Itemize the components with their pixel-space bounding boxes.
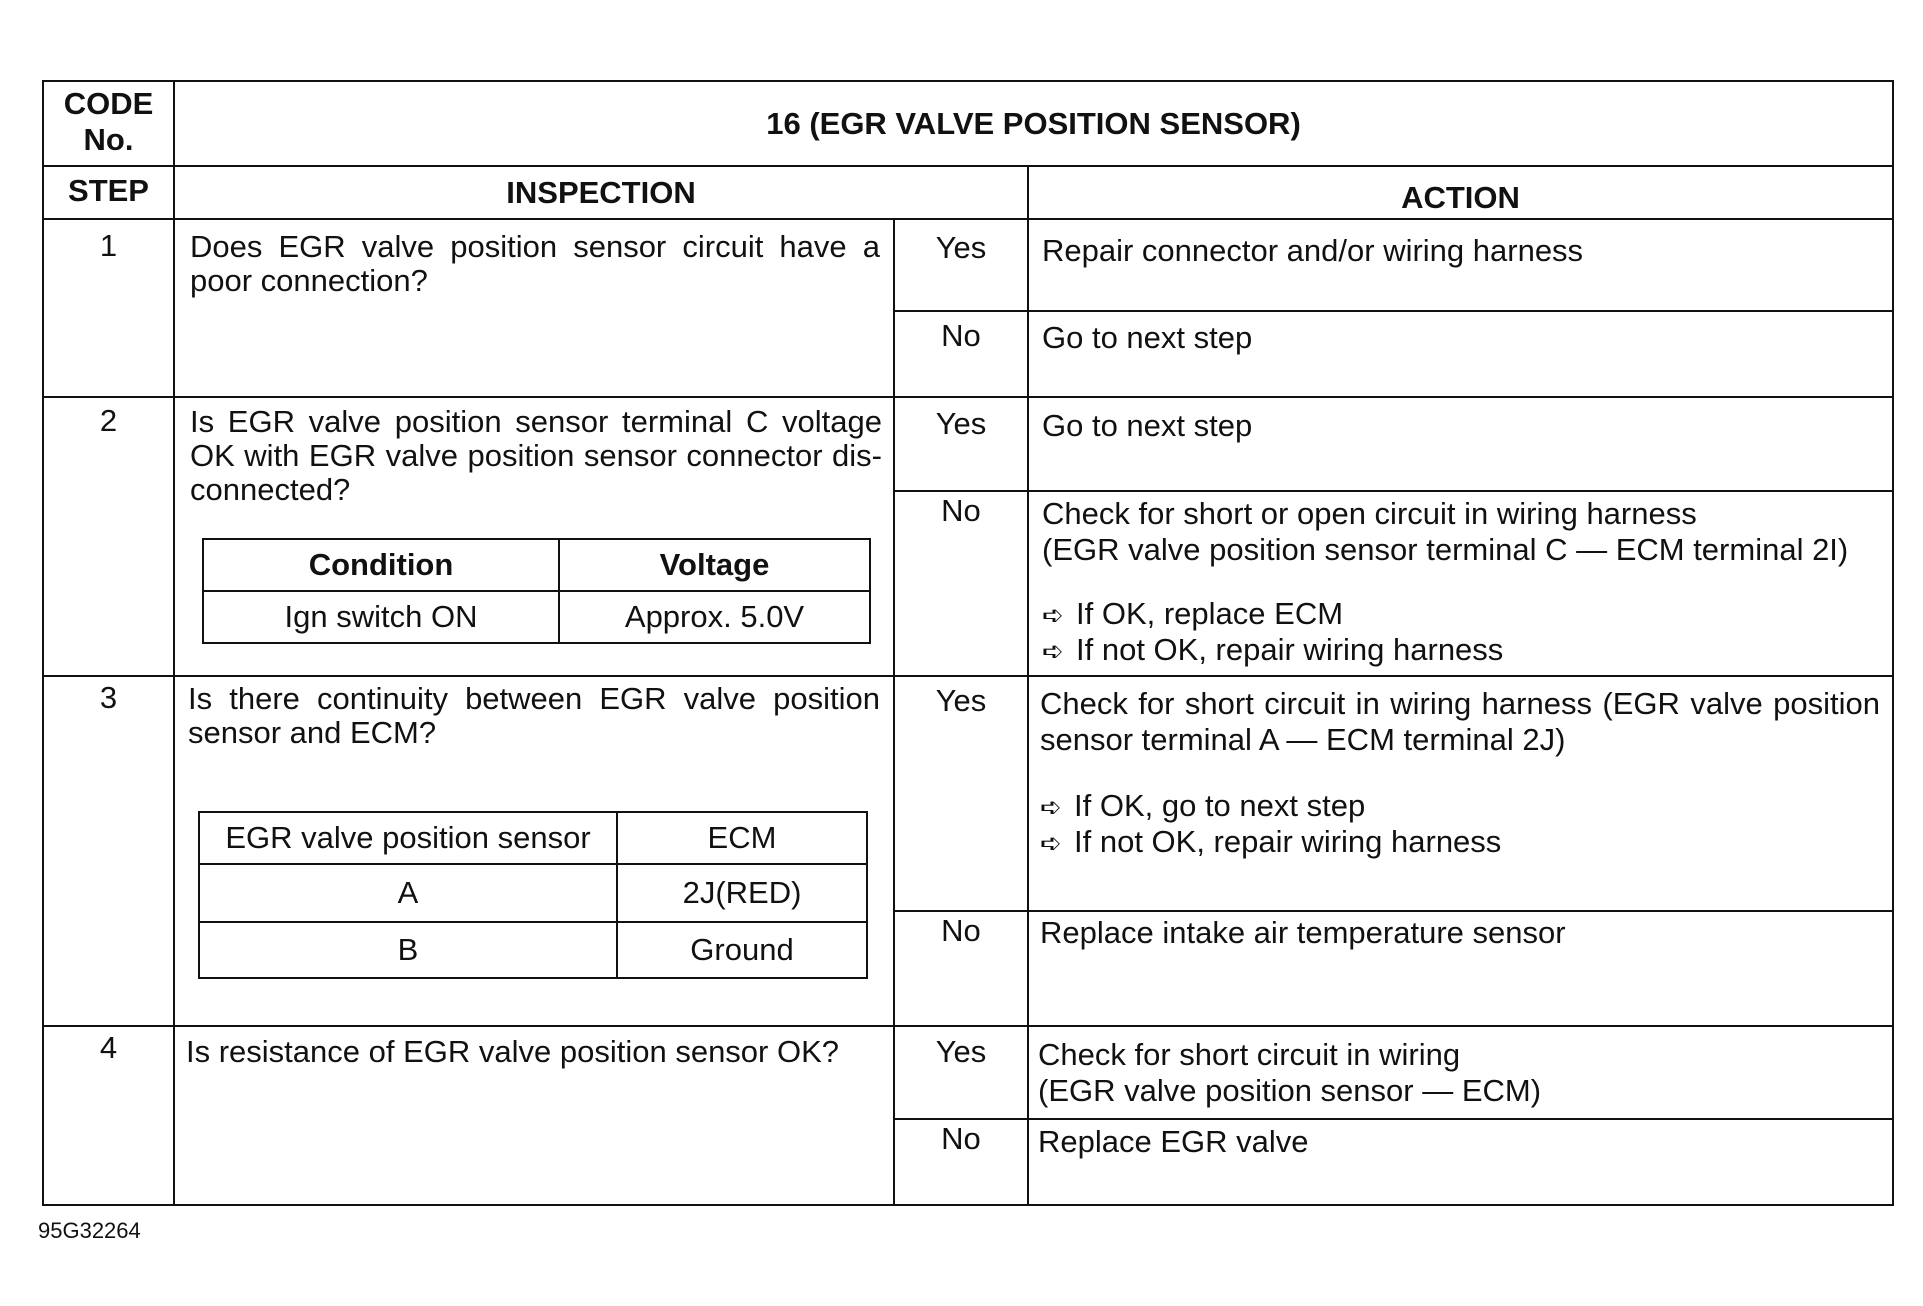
step-3-yes-if-not-ok bbox=[1040, 824, 1501, 861]
step-4-no-label: No bbox=[941, 1121, 981, 1156]
answer-action-divider bbox=[1027, 165, 1029, 1206]
figure-id: 95G32264 bbox=[38, 1218, 141, 1243]
step-3-yes-label: Yes bbox=[935, 683, 987, 718]
step-3-continuity-table bbox=[198, 811, 868, 979]
step-2-no-if-ok-text: If OK, replace ECM bbox=[1076, 596, 1344, 631]
step3-bottom-divider bbox=[42, 1025, 1894, 1027]
code-label-line2: No. bbox=[83, 122, 134, 157]
step-3-yes-if-ok-text: If OK, go to next step bbox=[1074, 788, 1366, 823]
step-3-inspection: Is there continuity between EGR valve position sensor and ECM? bbox=[188, 681, 880, 750]
step-3-number: 3 bbox=[99, 680, 118, 715]
step1-mid-divider bbox=[893, 310, 1894, 312]
step-1-no-action: Go to next step bbox=[1042, 320, 1253, 355]
step-column-divider bbox=[173, 80, 175, 1206]
step-3-yes-if-ok bbox=[1040, 788, 1365, 825]
step-2-condition-table bbox=[202, 538, 871, 644]
step-2-no-if-ok bbox=[1042, 596, 1343, 633]
step-2-table-cell-voltage: Approx. 5.0V bbox=[559, 591, 870, 643]
step-3-table-cell-ecm-ground: Ground bbox=[617, 922, 867, 978]
step-3-no-action: Replace intake air temperature sensor bbox=[1040, 915, 1566, 950]
arrow-icon: ➪ bbox=[1042, 636, 1064, 666]
step-2-inspection: Is EGR valve position sensor terminal C voltage OK with EGR valve position sensor connector dis-connected? bbox=[190, 404, 882, 507]
code-label-line1: CODE bbox=[63, 86, 154, 121]
step-1-number: 1 bbox=[99, 228, 118, 263]
step-2-table-header-condition: Condition bbox=[203, 539, 559, 591]
step2-mid-divider bbox=[893, 490, 1894, 492]
step-2-no-action-line1: Check for short or open circuit in wiring harness bbox=[1042, 496, 1697, 531]
step4-mid-divider bbox=[893, 1118, 1894, 1120]
code-number-label bbox=[44, 86, 173, 158]
step-4-inspection: Is resistance of EGR valve position sensor OK? bbox=[186, 1034, 840, 1069]
step-4-yes-label: Yes bbox=[935, 1034, 987, 1069]
step-3-yes-if-not-ok-text: If not OK, repair wiring harness bbox=[1074, 824, 1502, 859]
step-4-no-action: Replace EGR valve bbox=[1038, 1124, 1309, 1159]
step-2-table-cell-condition: Ign switch ON bbox=[203, 591, 559, 643]
step-3-no-label: No bbox=[941, 913, 981, 948]
step-1-inspection: Does EGR valve position sensor circuit have a poor connection? bbox=[190, 229, 880, 298]
step-3-table-cell-ecm-2j: 2J(RED) bbox=[617, 864, 867, 922]
step-2-yes-action: Go to next step bbox=[1042, 408, 1253, 443]
code-title: 16 (EGR VALVE POSITION SENSOR) bbox=[766, 106, 1301, 141]
action-column-header: ACTION bbox=[1401, 180, 1520, 215]
step-1-no-label: No bbox=[941, 318, 981, 353]
step-3-table-cell-sensor-a: A bbox=[199, 864, 617, 922]
step2-bottom-divider bbox=[42, 675, 1894, 677]
step-2-no-action-line2: (EGR valve position sensor terminal C — ECM terminal 2I) bbox=[1042, 532, 1849, 567]
step3-mid-divider bbox=[893, 910, 1894, 912]
step1-bottom-divider bbox=[42, 396, 1894, 398]
step-2-no-if-not-ok-text: If not OK, repair wiring harness bbox=[1076, 632, 1504, 667]
step-3-yes-action: Check for short circuit in wiring harness (EGR valve position sensor terminal A — ECM terminal 2J) bbox=[1040, 686, 1880, 757]
step-3-table-header-sensor: EGR valve position sensor bbox=[199, 812, 617, 864]
step-2-number: 2 bbox=[99, 403, 118, 438]
step-column-header: STEP bbox=[68, 173, 149, 208]
step-1-yes-label: Yes bbox=[935, 230, 987, 265]
step-4-yes-action-line1: Check for short circuit in wiring bbox=[1038, 1037, 1461, 1072]
arrow-icon: ➪ bbox=[1040, 828, 1062, 858]
step-2-no-label: No bbox=[941, 493, 981, 528]
step-2-yes-label: Yes bbox=[935, 406, 987, 441]
step-2-no-if-not-ok bbox=[1042, 632, 1503, 669]
step-4-number: 4 bbox=[99, 1030, 118, 1065]
step-2-table-header-voltage: Voltage bbox=[559, 539, 870, 591]
arrow-icon: ➪ bbox=[1040, 792, 1062, 822]
step-4-yes-action-line2: (EGR valve position sensor — ECM) bbox=[1038, 1073, 1542, 1108]
step-3-table-header-ecm: ECM bbox=[617, 812, 867, 864]
step-3-table-cell-sensor-b: B bbox=[199, 922, 617, 978]
column-header-divider bbox=[42, 218, 1894, 220]
header-divider bbox=[42, 165, 1894, 167]
arrow-icon: ➪ bbox=[1042, 600, 1064, 630]
step-1-yes-action: Repair connector and/or wiring harness bbox=[1042, 233, 1584, 268]
inspection-column-header: INSPECTION bbox=[506, 175, 696, 210]
